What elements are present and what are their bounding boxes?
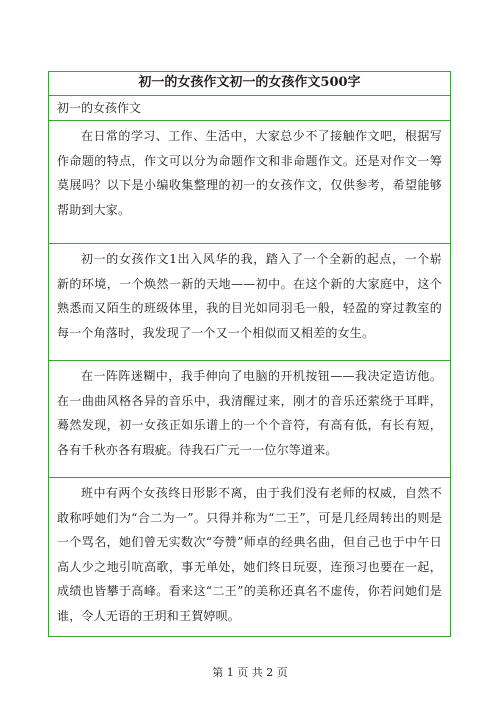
paragraph-1: 初一的女孩作文1出入风华的我，踏入了一个全新的起点，一个崭新的环境，一个焕然一新的天地——初中。在这个新的大家庭中，这个熟悉而又陌生的班级体里，我的目光如同羽毛一般，轻盈的穿过教室的每一个角落时，我发现了一个又一个相似而又相差的女生。 <box>57 252 442 340</box>
paragraph-row <box>49 361 451 478</box>
paragraph-intro: 在日常的学习、工作、生活中，大家总少不了接触作文吧，根据写作命题的特点，作文可以分为命题作文和非命题作文。还是对作文一筹莫展吗？以下是小编收集整理的初一的女孩作文，仅供参考，希望能够帮助到大家。 <box>57 129 442 217</box>
paragraph-row <box>49 244 451 361</box>
paragraph-2: 在一阵阵迷糊中，我手伸向了电脑的开机按钮——我决定造访他。在一曲曲风格各异的音乐中，我清醒过来，刚才的音乐还萦绕于耳畔，蓦然发现，初一女孩正如乐谱上的一个个音符，有高有低，有长有短，各有千秋亦各有瑕疵。待我石广元一一位尔等道来。 <box>57 369 442 457</box>
paragraph-row <box>49 478 451 637</box>
paragraph-3: 班中有两个女孩终日形影不离，由于我们没有老师的权威，自然不敢称呼她们为“合二为一”。只得并称为“二王”，可是几经周转出的则是一个骂名，她们曾无实数次“夸赞”师卓的经典名曲，但自己也于中午日高人少之地引吭高歌，事无单处，她们终日玩耍，连预习也要在一起，成绩也皆攀于高峰。看来这“二王”的美称还真名不虚传，你若问她们是谁，令人无语的王玥和王賀婷呗。 <box>57 486 442 623</box>
document-subtitle: 初一的女孩作文 <box>49 96 451 121</box>
subtitle-row <box>49 96 451 121</box>
page-footer: 第 1 页 共 2 页 <box>212 666 288 679</box>
paragraph-row <box>49 121 451 244</box>
document-title: 初一的女孩作文初一的女孩作文500字 <box>49 72 451 96</box>
title-row <box>49 72 451 96</box>
document-table <box>48 71 451 637</box>
